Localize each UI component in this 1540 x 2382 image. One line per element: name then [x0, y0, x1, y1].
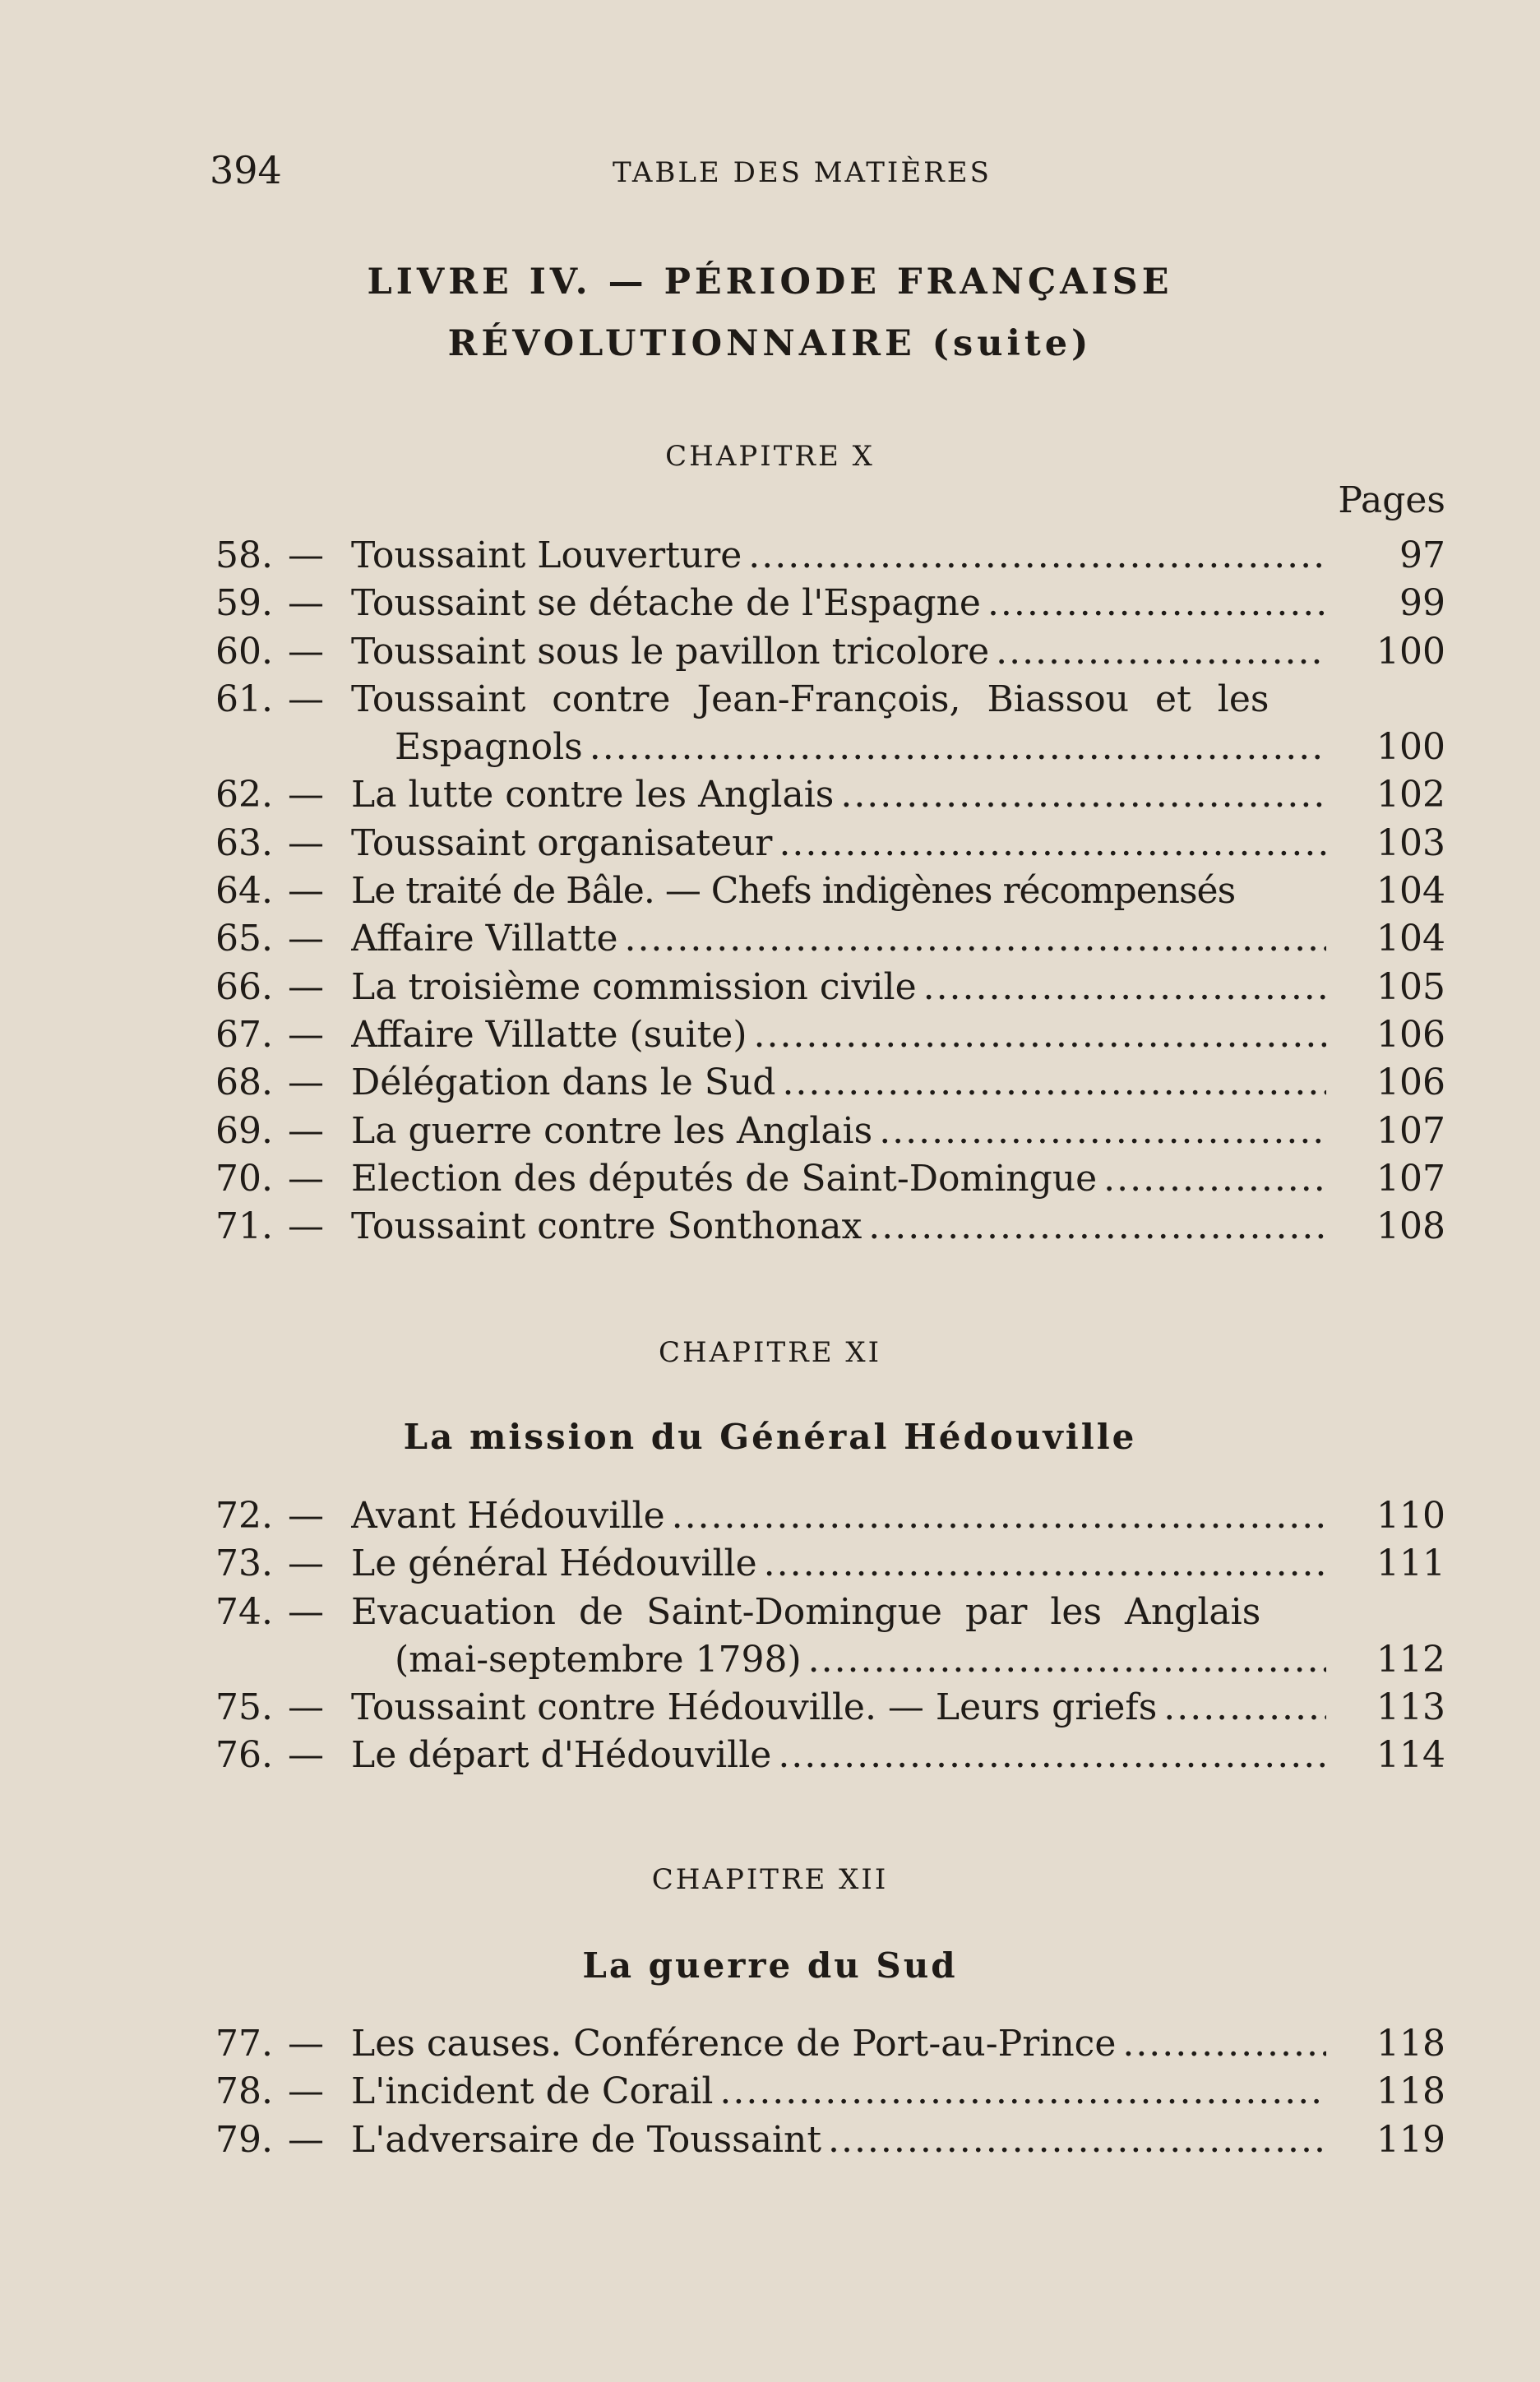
- livre-heading-line2: RÉVOLUTIONNAIRE (suite): [447, 323, 1093, 364]
- toc-entry: [215, 1495, 1445, 1543]
- entry-dash: —: [288, 870, 324, 913]
- entry-title: Toussaint contre Jean-François, Biassou et les: [351, 678, 1269, 720]
- toc-entry: [215, 1158, 1445, 1205]
- entry-dash: —: [288, 2118, 324, 2161]
- entry-page: 97: [1399, 534, 1445, 576]
- entry-title: Délégation dans le Sud . . .: [351, 1061, 1326, 1103]
- toc-entry: [215, 2070, 1445, 2118]
- toc-entry: [215, 1061, 1445, 1109]
- entry-page: 113: [1376, 1686, 1445, 1729]
- entry-page: 111: [1376, 1543, 1445, 1585]
- toc-entry: [215, 1591, 1445, 1687]
- entry-title: Evacuation de Saint-Domingue par les Anglais: [351, 1590, 1261, 1633]
- entry-title: Le traité de Bâle. — Chefs indigènes récompensés: [351, 870, 1236, 913]
- entry-page: 112: [1376, 1638, 1445, 1681]
- entry-number: 67.: [215, 1013, 273, 1056]
- chapter-xii-label: CHAPITRE XII: [651, 1863, 889, 1896]
- entry-dash: —: [288, 1109, 324, 1152]
- page-number: 394: [210, 148, 282, 192]
- toc-entry: [215, 1014, 1445, 1061]
- entry-dash: —: [288, 630, 324, 673]
- entry-page: 104: [1376, 870, 1445, 913]
- toc-entry: [215, 678, 1445, 775]
- entry-dash: —: [288, 1590, 324, 1633]
- entry-page: 100: [1376, 630, 1445, 673]
- entry-page: 110: [1376, 1495, 1445, 1537]
- entry-dash: —: [288, 918, 324, 960]
- entry-page: 108: [1376, 1205, 1445, 1248]
- entry-title: L'adversaire de Toussaint . . .: [351, 2119, 1326, 2161]
- chapter-x-label: CHAPITRE X: [665, 440, 875, 473]
- running-head: [210, 148, 1443, 206]
- entry-page: 100: [1376, 726, 1445, 769]
- toc-entry: [215, 2119, 1445, 2167]
- entry-dash: —: [288, 1013, 324, 1056]
- entry-page: 103: [1376, 821, 1445, 864]
- entry-title: La troisième commission civile . . .: [351, 966, 1326, 1008]
- entry-number: 75.: [215, 1686, 273, 1729]
- entry-number: 62.: [215, 774, 273, 816]
- entry-page: 107: [1376, 1157, 1445, 1200]
- entry-title: Affaire Villatte . . .: [351, 918, 1326, 960]
- entry-title: Les causes. Conférence de Port-au-Prince . . .: [351, 2023, 1326, 2065]
- chapter-xi-title: La mission du Général Hédouville: [403, 1417, 1137, 1457]
- entry-dash: —: [288, 1061, 324, 1104]
- entry-title: La lutte contre les Anglais . . .: [351, 774, 1326, 816]
- entry-number: 63.: [215, 821, 273, 864]
- entry-page: 119: [1376, 2118, 1445, 2161]
- entry-page: 104: [1376, 918, 1445, 960]
- entry-dash: —: [288, 1157, 324, 1200]
- entry-dash: —: [288, 1495, 324, 1537]
- entry-dash: —: [288, 582, 324, 625]
- entry-number: 79.: [215, 2118, 273, 2161]
- chapter-xi-label: CHAPITRE XI: [658, 1336, 882, 1369]
- chapter-x-entries: [215, 534, 1445, 1253]
- pages-column-header: Pages: [1338, 479, 1445, 521]
- entry-dash: —: [288, 2023, 324, 2065]
- toc-entry: [215, 1205, 1445, 1253]
- toc-entry: [215, 1543, 1445, 1590]
- entry-dash: —: [288, 1734, 324, 1777]
- entry-dash: —: [288, 821, 324, 864]
- entry-title: Election des députés de Saint-Domingue . . .: [351, 1158, 1326, 1200]
- entry-dash: —: [288, 534, 324, 576]
- entry-number: 60.: [215, 630, 273, 673]
- entry-page: 118: [1376, 2070, 1445, 2113]
- toc-entry: [215, 918, 1445, 965]
- entry-title: Le général Hédouville . . .: [351, 1543, 1326, 1584]
- entry-dash: —: [288, 1686, 324, 1729]
- entry-number: 76.: [215, 1734, 273, 1777]
- toc-entry: [215, 1110, 1445, 1158]
- toc-entry: [215, 2023, 1445, 2070]
- entry-title: Toussaint sous le pavillon tricolore . . .: [351, 631, 1326, 673]
- entry-title: Avant Hédouville . . .: [351, 1495, 1326, 1537]
- livre-heading-line1: LIVRE IV. — PÉRIODE FRANÇAISE: [367, 261, 1173, 303]
- entry-number: 64.: [215, 870, 273, 913]
- toc-entry: [215, 534, 1445, 582]
- entry-page: 118: [1376, 2023, 1445, 2065]
- entry-number: 73.: [215, 1543, 273, 1585]
- entry-title-continuation: (mai-septembre 1798) . . .: [395, 1639, 1326, 1681]
- entry-number: 69.: [215, 1109, 273, 1152]
- entry-dash: —: [288, 2070, 324, 2113]
- entry-page: 102: [1376, 774, 1445, 816]
- entry-number: 66.: [215, 965, 273, 1008]
- entry-page: 106: [1376, 1061, 1445, 1104]
- entry-number: 61.: [215, 678, 273, 720]
- entry-dash: —: [288, 1205, 324, 1248]
- entry-title: Toussaint contre Sonthonax . . .: [351, 1205, 1326, 1247]
- entry-number: 77.: [215, 2023, 273, 2065]
- toc-entry: [215, 870, 1445, 918]
- entry-page: 107: [1376, 1109, 1445, 1152]
- entry-page: 106: [1376, 1013, 1445, 1056]
- entry-title-continuation: Espagnols . . .: [395, 726, 1326, 768]
- chapter-xii-title: La guerre du Sud: [582, 1945, 958, 1986]
- entry-title: Toussaint contre Hédouville. — Leurs griefs . . .: [351, 1686, 1326, 1728]
- entry-number: 58.: [215, 534, 273, 576]
- toc-entry: [215, 822, 1445, 870]
- entry-page: 114: [1376, 1734, 1445, 1777]
- entry-page: 99: [1399, 582, 1445, 625]
- entry-number: 65.: [215, 918, 273, 960]
- entry-number: 70.: [215, 1157, 273, 1200]
- entry-number: 74.: [215, 1590, 273, 1633]
- entry-title: Le départ d'Hédouville . . .: [351, 1734, 1326, 1776]
- entry-dash: —: [288, 965, 324, 1008]
- entry-title: La guerre contre les Anglais . . .: [351, 1110, 1326, 1152]
- entry-number: 78.: [215, 2070, 273, 2113]
- entry-number: 59.: [215, 582, 273, 625]
- entry-title: Toussaint organisateur . . .: [351, 822, 1326, 864]
- entry-title: Toussaint Louverture . . .: [351, 534, 1326, 576]
- entry-dash: —: [288, 774, 324, 816]
- toc-entry: [215, 582, 1445, 630]
- entry-title: Toussaint se détache de l'Espagne . . .: [351, 582, 1326, 624]
- entry-number: 72.: [215, 1495, 273, 1537]
- entry-title: L'incident de Corail . . .: [351, 2070, 1326, 2112]
- entry-number: 71.: [215, 1205, 273, 1248]
- toc-entry: [215, 774, 1445, 821]
- toc-entry: [215, 1734, 1445, 1782]
- toc-entry: [215, 1686, 1445, 1734]
- running-title: TABLE DES MATIÈRES: [613, 156, 992, 189]
- entry-dash: —: [288, 1543, 324, 1585]
- entry-number: 68.: [215, 1061, 273, 1104]
- entry-title: Affaire Villatte (suite) . . .: [351, 1014, 1326, 1056]
- chapter-xii-entries: [215, 2023, 1445, 2167]
- chapter-xi-entries: [215, 1495, 1445, 1783]
- toc-entry: [215, 631, 1445, 678]
- entry-dash: —: [288, 678, 324, 720]
- toc-entry: [215, 966, 1445, 1014]
- entry-page: 105: [1376, 965, 1445, 1008]
